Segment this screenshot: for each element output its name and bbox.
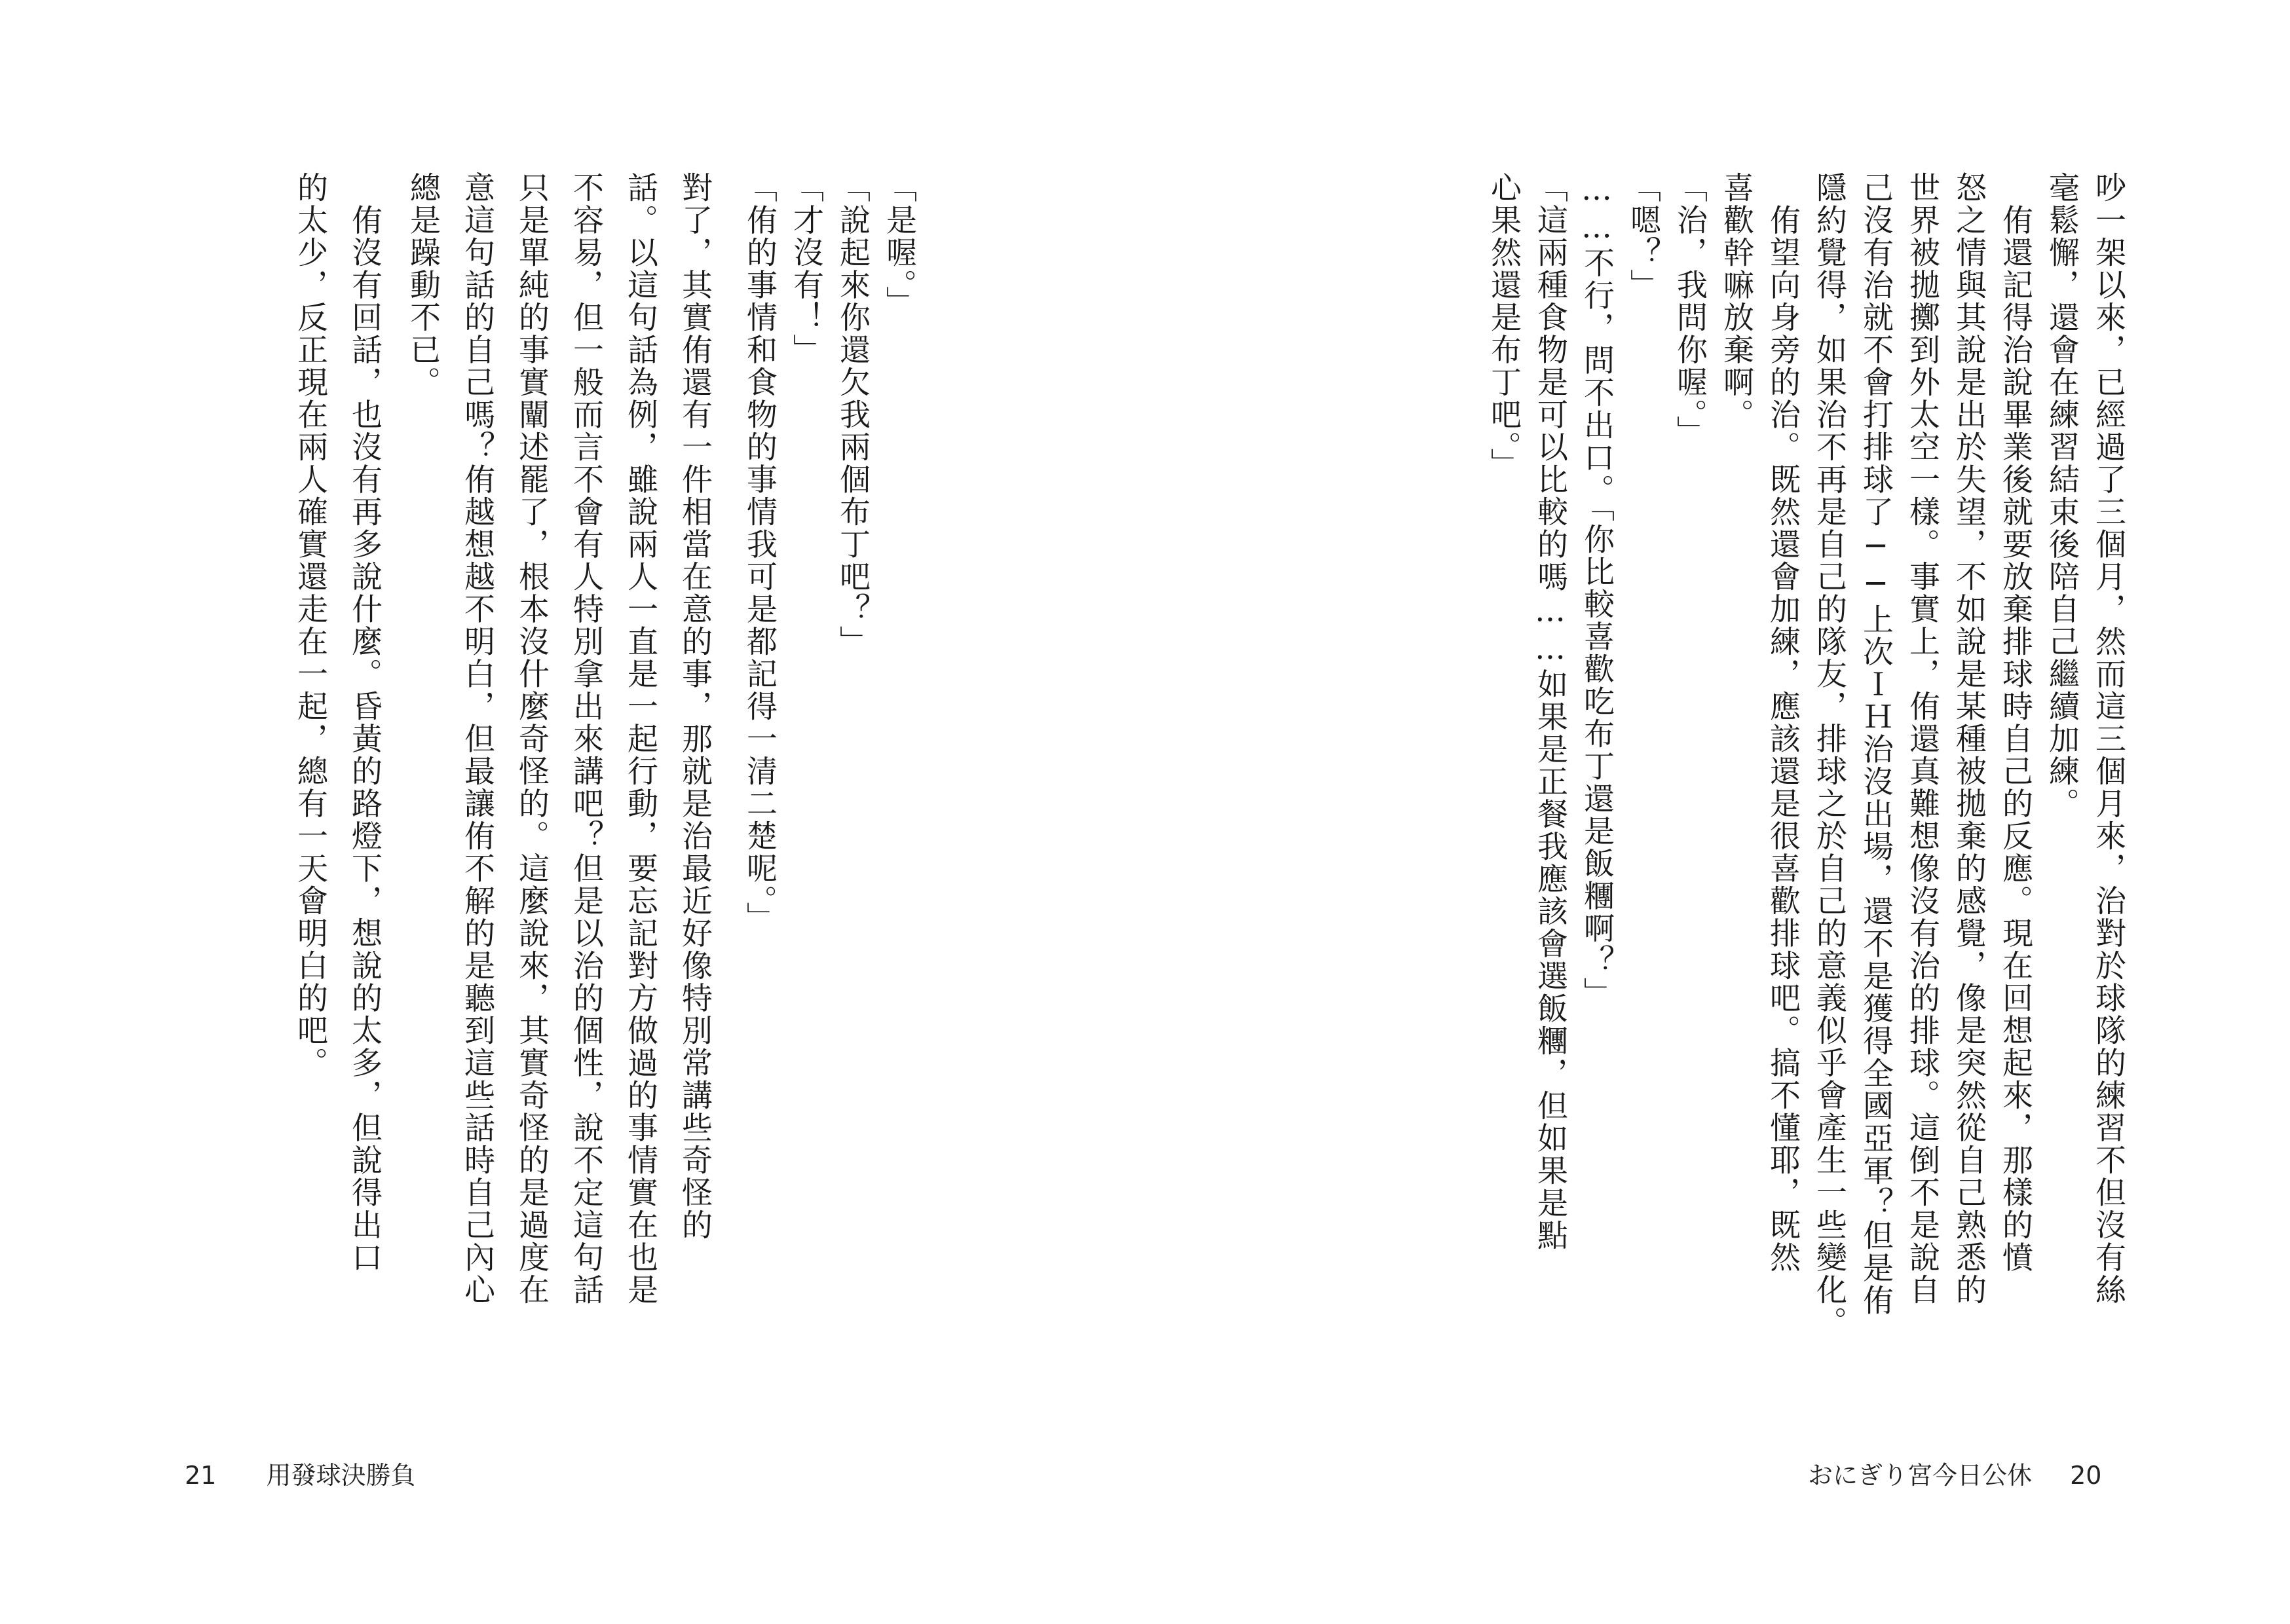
text-line: 總是躁動不已。 xyxy=(405,172,441,399)
text-line: 怒之情與其說是出於失望，不如說是某種被拋棄的感覺，像是突然從自己熟悉的 xyxy=(1951,172,1987,1306)
text-line: 世界被拋擲到外太空一樣。事實上，侑還真難想像沒有治的排球。這倒不是說自 xyxy=(1904,172,1940,1306)
text-line: 話。以這句話為例，雖說兩人一直是一起行動，要忘記對方做過的事情實在也是 xyxy=(622,172,658,1306)
page-number: 21 xyxy=(185,1461,217,1490)
running-footer xyxy=(185,1455,415,1491)
text-line: 「是喔。」 xyxy=(881,172,917,318)
text-line: ……不行，問不出口。「你比較喜歡吃布丁還是飯糰啊？」 xyxy=(1579,172,1615,1010)
text-line: 吵一架以來，已經過了三個月，然而這三個月來，治對於球隊的練習不但沒有絲 xyxy=(2090,172,2126,1306)
text-line: 侑沒有回話，也沒有再多說什麼。昏黃的路燈下，想說的太多，但說得出口 xyxy=(347,172,383,1274)
text-line: 「這兩種食物是可以比較的嗎……如果是正餐我應該會選飯糰，但如果是點 xyxy=(1532,172,1568,1252)
text-line: 「才沒有！」 xyxy=(788,172,824,366)
text-line: 己沒有治就不會打排球了──上次ＩＨ治沒出場，還不是獲得全國亞軍？但是侑 xyxy=(1858,172,1894,1317)
text-line: 「說起來你還欠我兩個布丁吧？」 xyxy=(835,172,871,658)
text-line: 喜歡幹嘛放棄啊。 xyxy=(1718,172,1754,431)
text-line: 心果然還是布丁吧。」 xyxy=(1486,172,1522,481)
page-number: 20 xyxy=(2070,1461,2102,1490)
text-line: 對了，其實侑還有一件相當在意的事，那就是治最近好像特別常講些奇怪的 xyxy=(677,172,713,1242)
text-line: 毫鬆懈，還會在練習結束後陪自己繼續加練。 xyxy=(2044,172,2080,820)
text-line: 不容易，但一般而言不會有人特別拿出來講吧？但是以治的個性，說不定這句話 xyxy=(568,172,604,1306)
text-line: 隱約覺得，如果治不再是自己的隊友，排球之於自己的意義似乎會產生一些變化。 xyxy=(1811,172,1847,1338)
text-line: 侑望向身旁的治。既然還會加練，應該還是很喜歡排球吧。搞不懂耶，既然 xyxy=(1765,172,1801,1274)
text-line: 「治，我問你喔。」 xyxy=(1672,172,1708,448)
text-line: 侑還記得治說畢業後就要放棄排球時自己的反應。現在回想起來，那樣的憤 xyxy=(1997,172,2033,1274)
text-line: 意這句話的自己嗎？侑越想越不明白，但最讓侑不解的是聽到這些話時自己內心 xyxy=(459,172,495,1306)
right-page xyxy=(1145,0,2290,1624)
text-line: 的太少，反正現在兩人確實還走在一起，總有一天會明白的吧。 xyxy=(292,172,328,1079)
book-title: おにぎり宮今日公休 xyxy=(1808,1461,2033,1490)
running-footer xyxy=(1808,1455,2101,1491)
chapter-title: 用發球決勝負 xyxy=(266,1461,416,1490)
text-line: 「侑的事情和食物的事情我可是都記得一清二楚呢。」 xyxy=(741,172,778,934)
text-line: 只是單純的事實闡述罷了，根本沒什麼奇怪的。這麼說來，其實奇怪的是過度在 xyxy=(514,172,550,1306)
text-line: 「嗯？」 xyxy=(1625,172,1661,301)
